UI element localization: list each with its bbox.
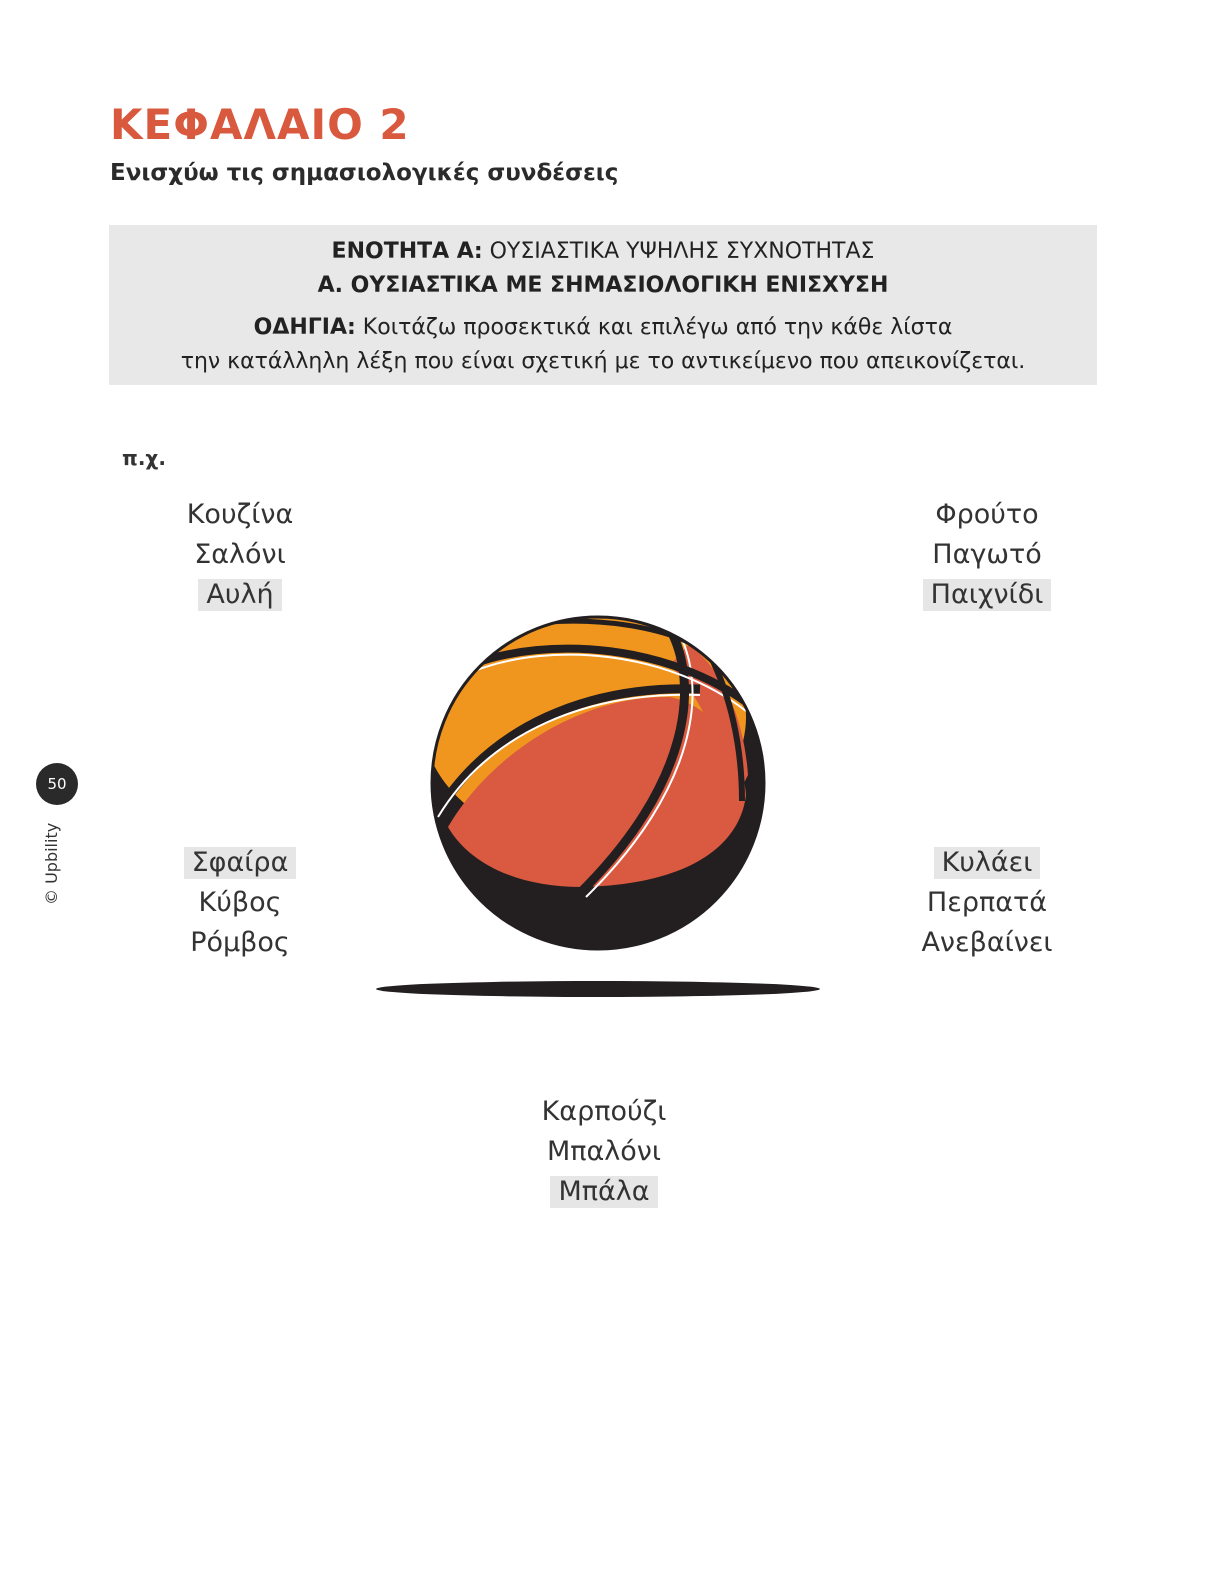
word-option[interactable]: Ανεβαίνει [921,927,1053,958]
word-option[interactable]: Παιχνίδι [923,579,1052,611]
page-number: 50 [47,775,67,793]
instruction-line-2 [109,345,1097,379]
example-label: π.χ. [122,446,166,470]
copyright-credit: © Upbility [42,822,61,905]
instruction-text-1: Κοιτάζω προσεκτικά και επιλέγω από την κάθε λίστα [355,315,953,340]
basketball-icon [370,605,830,1009]
word-option[interactable]: Μπαλόνι [546,1136,662,1167]
word-option[interactable]: Περπατά [926,887,1048,918]
word-option[interactable]: Ρόμβος [190,927,290,958]
instruction-line-1 [109,311,1097,345]
word-option[interactable]: Καρπούζι [541,1096,667,1127]
subsection-heading [109,269,1097,303]
section-name: ΟΥΣΙΑΣΤΙΚΑ ΥΨΗΛΗΣ ΣΥΧΝΟΤΗΤΑΣ [482,239,875,264]
word-option[interactable]: Σαλόνι [194,539,286,570]
word-list-top-left [130,495,350,615]
word-option[interactable]: Φρούτο [935,499,1039,530]
instruction-box [109,225,1097,385]
instruction-text-2: την κατάλληλη λέξη που είναι σχετική με το αντικείμενο που απεικονίζεται. [180,349,1026,374]
section-label: ΕΝΟΤΗΤΑ Α: [331,239,483,264]
word-list-top-right [877,495,1097,615]
word-list-bottom-left [130,843,350,963]
section-heading [109,235,1097,269]
word-option[interactable]: Μπάλα [550,1176,657,1208]
chapter-title: ΚΕΦΑΛΑΙΟ 2 [110,100,410,149]
word-option[interactable]: Κουζίνα [186,499,294,530]
ball-floor-shadow [376,981,820,997]
word-list-bottom-center [494,1092,714,1212]
word-list-bottom-right [877,843,1097,963]
instruction-label: ΟΔΗΓΙΑ: [253,315,356,340]
subsection-name: Α. ΟΥΣΙΑΣΤΙΚΑ ΜΕ ΣΗΜΑΣΙΟΛΟΓΙΚΗ ΕΝΙΣΧΥΣΗ [317,273,889,298]
word-option[interactable]: Σφαίρα [184,847,297,879]
chapter-subtitle: Ενισχύω τις σημασιολογικές συνδέσεις [110,160,619,186]
word-option[interactable]: Αυλή [198,579,281,611]
word-option[interactable]: Κυλάει [934,847,1041,879]
word-option[interactable]: Κύβος [198,887,282,918]
page-number-badge [36,763,78,805]
word-option[interactable]: Παγωτό [932,539,1042,570]
